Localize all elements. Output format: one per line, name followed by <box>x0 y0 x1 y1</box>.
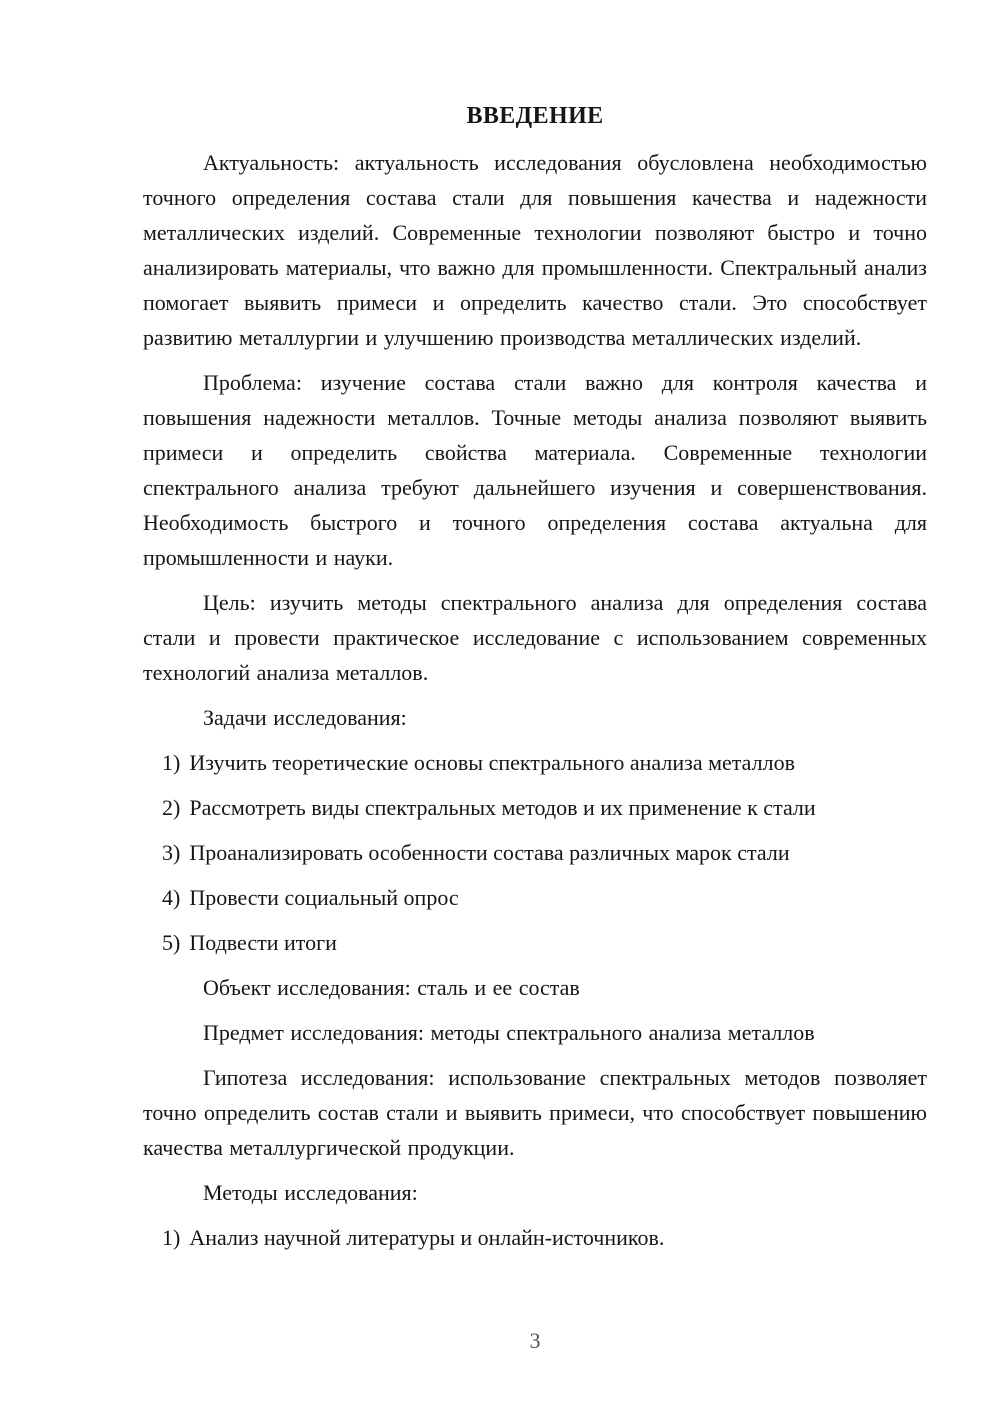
methods-heading: Методы исследования: <box>203 1180 418 1205</box>
object-line: Объект исследования: сталь и ее состав <box>203 975 580 1000</box>
task-marker: 4) <box>162 885 181 910</box>
task-label: Подвести итоги <box>189 930 337 955</box>
hypothesis-paragraph: Гипотеза исследования: использование спектральных методов позволяет точно определить состав стали и выявить примеси, что способствует повышению качества металлургической продукции. <box>143 1065 927 1160</box>
page-number: 3 <box>529 1328 541 1353</box>
content-area <box>143 99 927 1265</box>
paragraph-problem: Проблема: изучение состава стали важно для контроля качества и повышения надежности металлов. Точные методы анализа позволяют выявить примеси и определить свойства материала. Современные технологии спектрального анализа требуют дальнейшего изучения и совершенствования. Необходимость быстрого и точного определения состава актуальна для промышленности и науки. <box>143 370 927 570</box>
task-item <box>143 880 927 915</box>
task-marker: 5) <box>162 930 181 955</box>
method-label: Анализ научной литературы и онлайн-источников. <box>189 1225 665 1250</box>
task-label: Проанализировать особенности состава различных марок стали <box>189 840 790 865</box>
task-label: Провести социальный опрос <box>189 885 459 910</box>
task-marker: 1) <box>162 750 181 775</box>
tasks-heading: Задачи исследования: <box>203 705 407 730</box>
task-label: Изучить теоретические основы спектрального анализа металлов <box>189 750 795 775</box>
section-title: ВВЕДЕНИЕ <box>466 103 604 129</box>
task-label: Рассмотреть виды спектральных методов и их применение к стали <box>189 795 816 820</box>
subject-line: Предмет исследования: методы спектрального анализа металлов <box>203 1020 815 1045</box>
paragraph-goal: Цель: изучить методы спектрального анализа для определения состава стали и провести практическое исследование с использованием современных технологий анализа металлов. <box>143 590 927 685</box>
task-item <box>143 745 927 780</box>
task-item <box>143 790 927 825</box>
method-item <box>143 1220 927 1255</box>
paragraph-relevance: Актуальность: актуальность исследования обусловлена необходимостью точного определения состава стали для повышения качества и надежности металлических изделий. Современные технологии позволяют быстро и точно анализировать материалы, что важно для промышленности. Спектральный анализ помогает выявить примеси и определить качество стали. Это способствует развитию металлургии и улучшению производства металлических изделий. <box>143 150 927 350</box>
task-item <box>143 925 927 960</box>
task-marker: 3) <box>162 840 181 865</box>
task-item <box>143 835 927 870</box>
method-marker: 1) <box>162 1225 181 1250</box>
task-marker: 2) <box>162 795 181 820</box>
